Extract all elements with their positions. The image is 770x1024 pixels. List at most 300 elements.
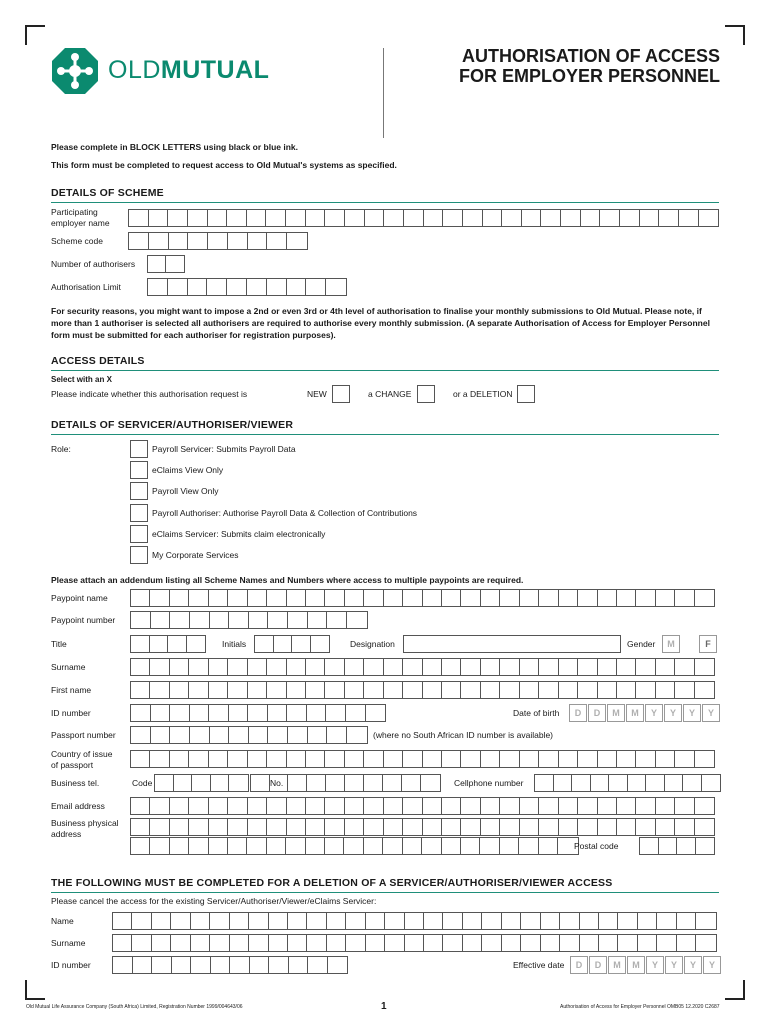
input-cell[interactable] <box>267 233 287 249</box>
input-cell[interactable] <box>598 819 617 835</box>
input-cell[interactable] <box>598 590 617 606</box>
input-cell[interactable] <box>188 279 208 295</box>
input-cell[interactable] <box>628 775 647 791</box>
input-cell[interactable] <box>695 819 714 835</box>
input-cell[interactable] <box>657 913 676 929</box>
date-cell[interactable]: D <box>589 956 607 974</box>
input-cell[interactable] <box>423 819 442 835</box>
input-cell[interactable] <box>656 590 675 606</box>
input-cell[interactable] <box>617 682 636 698</box>
input-cell[interactable] <box>502 210 522 226</box>
surname-field[interactable] <box>130 658 715 676</box>
input-cell[interactable] <box>169 233 189 249</box>
input-cell[interactable] <box>269 913 288 929</box>
input-cell[interactable] <box>461 798 480 814</box>
input-cell[interactable] <box>131 751 150 767</box>
input-cell[interactable] <box>617 590 636 606</box>
input-cell[interactable] <box>268 612 288 628</box>
input-cell[interactable] <box>696 935 715 951</box>
input-cell[interactable] <box>192 775 211 791</box>
input-cell[interactable] <box>384 751 403 767</box>
input-cell[interactable] <box>578 590 597 606</box>
input-cell[interactable] <box>211 775 230 791</box>
input-cell[interactable] <box>364 590 383 606</box>
input-cell[interactable] <box>535 775 554 791</box>
tel-number-field[interactable] <box>287 774 441 792</box>
input-cell[interactable] <box>229 705 249 721</box>
input-cell[interactable] <box>345 775 364 791</box>
input-cell[interactable] <box>266 210 286 226</box>
input-cell[interactable] <box>168 279 188 295</box>
input-cell[interactable] <box>442 798 461 814</box>
input-cell[interactable] <box>152 957 172 973</box>
input-cell[interactable] <box>346 705 366 721</box>
checkbox-change[interactable] <box>417 385 435 403</box>
input-cell[interactable] <box>267 838 286 854</box>
input-cell[interactable] <box>461 590 480 606</box>
input-cell[interactable] <box>131 612 151 628</box>
input-cell[interactable] <box>287 233 307 249</box>
input-cell[interactable] <box>287 705 307 721</box>
input-cell[interactable] <box>209 819 228 835</box>
input-cell[interactable] <box>248 798 267 814</box>
input-cell[interactable] <box>677 913 696 929</box>
input-cell[interactable] <box>189 838 208 854</box>
input-cell[interactable] <box>520 590 539 606</box>
input-cell[interactable] <box>481 590 500 606</box>
input-cell[interactable] <box>171 913 190 929</box>
input-cell[interactable] <box>131 659 150 675</box>
input-cell[interactable] <box>702 775 720 791</box>
input-cell[interactable] <box>131 819 150 835</box>
input-cell[interactable] <box>443 210 463 226</box>
date-cell[interactable]: Y <box>645 704 663 722</box>
input-cell[interactable] <box>151 612 171 628</box>
input-cell[interactable] <box>188 233 208 249</box>
input-cell[interactable] <box>520 682 539 698</box>
title-field[interactable] <box>130 635 206 653</box>
input-cell[interactable] <box>170 590 189 606</box>
input-cell[interactable] <box>150 798 169 814</box>
input-cell[interactable] <box>365 210 385 226</box>
date-cell[interactable]: Y <box>683 704 701 722</box>
input-cell[interactable] <box>364 751 383 767</box>
input-cell[interactable] <box>424 935 443 951</box>
input-cell[interactable] <box>131 705 151 721</box>
input-cell[interactable] <box>422 838 441 854</box>
authorisation-limit-field[interactable] <box>147 278 347 296</box>
input-cell[interactable] <box>227 210 247 226</box>
input-cell[interactable] <box>151 705 171 721</box>
input-cell[interactable] <box>423 659 442 675</box>
input-cell[interactable] <box>327 913 346 929</box>
input-cell[interactable] <box>189 819 208 835</box>
input-cell[interactable] <box>251 775 270 791</box>
date-cell[interactable]: D <box>588 704 606 722</box>
input-cell[interactable] <box>268 727 288 743</box>
input-cell[interactable] <box>267 682 286 698</box>
effective-date-field[interactable] <box>570 956 722 974</box>
input-cell[interactable] <box>306 590 325 606</box>
input-cell[interactable] <box>403 590 422 606</box>
input-cell[interactable] <box>170 838 189 854</box>
input-cell[interactable] <box>113 935 132 951</box>
input-cell[interactable] <box>188 210 208 226</box>
input-cell[interactable] <box>211 957 231 973</box>
input-cell[interactable] <box>463 913 482 929</box>
input-cell[interactable] <box>591 775 610 791</box>
input-cell[interactable] <box>461 751 480 767</box>
input-cell[interactable] <box>189 798 208 814</box>
input-cell[interactable] <box>209 705 229 721</box>
input-cell[interactable] <box>328 957 348 973</box>
input-cell[interactable] <box>286 838 305 854</box>
input-cell[interactable] <box>172 957 192 973</box>
input-cell[interactable] <box>675 682 694 698</box>
input-cell[interactable] <box>423 590 442 606</box>
input-cell[interactable] <box>675 819 694 835</box>
input-cell[interactable] <box>696 838 714 854</box>
input-cell[interactable] <box>578 659 597 675</box>
input-cell[interactable] <box>636 751 655 767</box>
input-cell[interactable] <box>539 838 558 854</box>
input-cell[interactable] <box>248 590 267 606</box>
input-cell[interactable] <box>129 210 149 226</box>
input-cell[interactable] <box>267 590 286 606</box>
input-cell[interactable] <box>149 210 169 226</box>
input-cell[interactable] <box>166 256 184 272</box>
input-cell[interactable] <box>403 682 422 698</box>
input-cell[interactable] <box>189 659 208 675</box>
input-cell[interactable] <box>675 659 694 675</box>
input-cell[interactable] <box>636 682 655 698</box>
input-cell[interactable] <box>209 798 228 814</box>
input-cell[interactable] <box>150 659 169 675</box>
input-cell[interactable] <box>572 775 591 791</box>
input-cell[interactable] <box>228 819 247 835</box>
designation-field[interactable] <box>403 635 621 653</box>
input-cell[interactable] <box>443 935 462 951</box>
input-cell[interactable] <box>345 659 364 675</box>
input-cell[interactable] <box>617 659 636 675</box>
input-cell[interactable] <box>403 819 422 835</box>
input-cell[interactable] <box>307 913 326 929</box>
input-cell[interactable] <box>383 775 402 791</box>
input-cell[interactable] <box>347 612 367 628</box>
input-cell[interactable] <box>250 957 270 973</box>
input-cell[interactable] <box>131 682 150 698</box>
input-cell[interactable] <box>287 819 306 835</box>
date-cell[interactable]: M <box>626 704 644 722</box>
input-cell[interactable] <box>187 636 205 652</box>
input-cell[interactable] <box>699 210 719 226</box>
input-cell[interactable] <box>228 682 247 698</box>
input-cell[interactable] <box>210 612 230 628</box>
input-cell[interactable] <box>148 256 166 272</box>
input-cell[interactable] <box>170 751 189 767</box>
input-cell[interactable] <box>695 590 714 606</box>
input-cell[interactable] <box>307 935 326 951</box>
input-cell[interactable] <box>306 798 325 814</box>
input-cell[interactable] <box>364 798 383 814</box>
checkbox-new[interactable] <box>332 385 350 403</box>
input-cell[interactable] <box>598 798 617 814</box>
input-cell[interactable] <box>646 775 665 791</box>
input-cell[interactable] <box>209 682 228 698</box>
gender-f-box[interactable]: F <box>699 635 717 653</box>
input-cell[interactable] <box>190 727 210 743</box>
input-cell[interactable] <box>150 819 169 835</box>
gender-m-box[interactable]: M <box>662 635 680 653</box>
input-cell[interactable] <box>421 775 440 791</box>
input-cell[interactable] <box>403 659 422 675</box>
input-cell[interactable] <box>229 775 248 791</box>
participating-employer-field[interactable] <box>128 209 719 227</box>
input-cell[interactable] <box>325 659 344 675</box>
input-cell[interactable] <box>306 838 325 854</box>
input-cell[interactable] <box>311 636 329 652</box>
input-cell[interactable] <box>129 233 149 249</box>
input-cell[interactable] <box>132 913 151 929</box>
checkbox-role-my-corporate-services[interactable] <box>130 546 148 564</box>
input-cell[interactable] <box>640 838 659 854</box>
checkbox-role-eclaims-servicer[interactable] <box>130 525 148 543</box>
input-cell[interactable] <box>345 590 364 606</box>
input-cell[interactable] <box>500 590 519 606</box>
physical-address-line-1[interactable] <box>130 818 715 836</box>
input-cell[interactable] <box>132 935 151 951</box>
input-cell[interactable] <box>230 913 249 929</box>
input-cell[interactable] <box>366 935 385 951</box>
input-cell[interactable] <box>618 935 637 951</box>
input-cell[interactable] <box>347 727 367 743</box>
id-number-field[interactable] <box>130 704 386 722</box>
input-cell[interactable] <box>287 590 306 606</box>
input-cell[interactable] <box>665 775 684 791</box>
input-cell[interactable] <box>325 798 344 814</box>
input-cell[interactable] <box>500 819 519 835</box>
input-cell[interactable] <box>560 913 579 929</box>
input-cell[interactable] <box>230 957 250 973</box>
tel-code-field[interactable] <box>154 774 249 792</box>
input-cell[interactable] <box>170 705 190 721</box>
input-cell[interactable] <box>423 682 442 698</box>
input-cell[interactable] <box>500 838 519 854</box>
input-cell[interactable] <box>346 913 365 929</box>
input-cell[interactable] <box>150 636 169 652</box>
scheme-code-field[interactable] <box>128 232 308 250</box>
input-cell[interactable] <box>463 210 483 226</box>
input-cell[interactable] <box>578 819 597 835</box>
input-cell[interactable] <box>617 819 636 835</box>
input-cell[interactable] <box>559 751 578 767</box>
input-cell[interactable] <box>404 210 424 226</box>
input-cell[interactable] <box>306 659 325 675</box>
input-cell[interactable] <box>683 775 702 791</box>
input-cell[interactable] <box>308 957 328 973</box>
input-cell[interactable] <box>170 612 190 628</box>
input-cell[interactable] <box>267 659 286 675</box>
input-cell[interactable] <box>325 210 345 226</box>
input-cell[interactable] <box>600 210 620 226</box>
input-cell[interactable] <box>560 935 579 951</box>
input-cell[interactable] <box>520 659 539 675</box>
input-cell[interactable] <box>520 751 539 767</box>
input-cell[interactable] <box>207 279 227 295</box>
paypoint-number-field[interactable] <box>130 611 368 629</box>
input-cell[interactable] <box>443 913 462 929</box>
input-cell[interactable] <box>580 935 599 951</box>
input-cell[interactable] <box>306 682 325 698</box>
input-cell[interactable] <box>405 935 424 951</box>
input-cell[interactable] <box>617 751 636 767</box>
input-cell[interactable] <box>598 659 617 675</box>
input-cell[interactable] <box>168 210 188 226</box>
input-cell[interactable] <box>656 798 675 814</box>
input-cell[interactable] <box>695 798 714 814</box>
passport-number-field[interactable] <box>130 726 368 744</box>
input-cell[interactable] <box>345 210 365 226</box>
input-cell[interactable] <box>306 819 325 835</box>
input-cell[interactable] <box>345 819 364 835</box>
input-cell[interactable] <box>384 798 403 814</box>
input-cell[interactable] <box>461 819 480 835</box>
checkbox-role-eclaims-view[interactable] <box>130 461 148 479</box>
input-cell[interactable] <box>541 913 560 929</box>
input-cell[interactable] <box>675 590 694 606</box>
input-cell[interactable] <box>500 659 519 675</box>
input-cell[interactable] <box>384 819 403 835</box>
deletion-surname-field[interactable] <box>112 934 717 952</box>
input-cell[interactable] <box>287 682 306 698</box>
input-cell[interactable] <box>695 659 714 675</box>
date-cell[interactable]: Y <box>702 704 720 722</box>
input-cell[interactable] <box>131 590 150 606</box>
input-cell[interactable] <box>113 957 133 973</box>
paypoint-name-field[interactable] <box>130 589 715 607</box>
input-cell[interactable] <box>559 590 578 606</box>
input-cell[interactable] <box>113 913 132 929</box>
date-cell[interactable]: Y <box>646 956 664 974</box>
input-cell[interactable] <box>636 590 655 606</box>
input-cell[interactable] <box>228 751 247 767</box>
input-cell[interactable] <box>210 913 229 929</box>
input-cell[interactable] <box>248 682 267 698</box>
input-cell[interactable] <box>403 798 422 814</box>
input-cell[interactable] <box>306 210 326 226</box>
first-name-field[interactable] <box>130 681 715 699</box>
input-cell[interactable] <box>675 751 694 767</box>
email-field[interactable] <box>130 797 715 815</box>
input-cell[interactable] <box>249 612 269 628</box>
input-cell[interactable] <box>288 612 308 628</box>
input-cell[interactable] <box>209 590 228 606</box>
postal-code-field[interactable] <box>639 837 715 855</box>
input-cell[interactable] <box>327 612 347 628</box>
input-cell[interactable] <box>208 233 228 249</box>
input-cell[interactable] <box>554 775 573 791</box>
input-cell[interactable] <box>170 682 189 698</box>
input-cell[interactable] <box>131 727 151 743</box>
input-cell[interactable] <box>500 751 519 767</box>
input-cell[interactable] <box>151 727 171 743</box>
input-cell[interactable] <box>423 798 442 814</box>
input-cell[interactable] <box>618 913 637 929</box>
input-cell[interactable] <box>617 798 636 814</box>
input-cell[interactable] <box>638 935 657 951</box>
date-cell[interactable]: Y <box>703 956 721 974</box>
input-cell[interactable] <box>287 659 306 675</box>
checkbox-role-payroll-view[interactable] <box>130 482 148 500</box>
input-cell[interactable] <box>638 913 657 929</box>
input-cell[interactable] <box>481 682 500 698</box>
cellphone-field[interactable] <box>534 774 721 792</box>
input-cell[interactable] <box>228 798 247 814</box>
input-cell[interactable] <box>131 636 150 652</box>
input-cell[interactable] <box>580 913 599 929</box>
input-cell[interactable] <box>520 798 539 814</box>
input-cell[interactable] <box>247 838 266 854</box>
input-cell[interactable] <box>366 705 386 721</box>
input-cell[interactable] <box>228 233 248 249</box>
input-cell[interactable] <box>227 279 247 295</box>
input-cell[interactable] <box>480 838 499 854</box>
input-cell[interactable] <box>168 636 187 652</box>
input-cell[interactable] <box>170 819 189 835</box>
input-cell[interactable] <box>578 798 597 814</box>
input-cell[interactable] <box>520 819 539 835</box>
input-cell[interactable] <box>656 819 675 835</box>
input-cell[interactable] <box>326 705 346 721</box>
input-cell[interactable] <box>578 682 597 698</box>
input-cell[interactable] <box>247 210 267 226</box>
input-cell[interactable] <box>463 935 482 951</box>
input-cell[interactable] <box>522 210 542 226</box>
input-cell[interactable] <box>581 210 601 226</box>
input-cell[interactable] <box>659 210 679 226</box>
input-cell[interactable] <box>539 590 558 606</box>
input-cell[interactable] <box>364 659 383 675</box>
input-cell[interactable] <box>442 659 461 675</box>
input-cell[interactable] <box>209 751 228 767</box>
input-cell[interactable] <box>620 210 640 226</box>
input-cell[interactable] <box>155 775 174 791</box>
input-cell[interactable] <box>481 819 500 835</box>
input-cell[interactable] <box>598 751 617 767</box>
input-cell[interactable] <box>344 838 363 854</box>
date-of-birth-field[interactable] <box>569 704 721 722</box>
input-cell[interactable] <box>640 210 660 226</box>
input-cell[interactable] <box>150 838 169 854</box>
input-cell[interactable] <box>208 210 228 226</box>
input-cell[interactable] <box>248 705 268 721</box>
input-cell[interactable] <box>384 590 403 606</box>
input-cell[interactable] <box>598 682 617 698</box>
input-cell[interactable] <box>288 913 307 929</box>
input-cell[interactable] <box>327 935 346 951</box>
input-cell[interactable] <box>442 838 461 854</box>
input-cell[interactable] <box>170 798 189 814</box>
input-cell[interactable] <box>599 935 618 951</box>
input-cell[interactable] <box>424 913 443 929</box>
input-cell[interactable] <box>541 210 561 226</box>
input-cell[interactable] <box>502 913 521 929</box>
input-cell[interactable] <box>659 838 678 854</box>
input-cell[interactable] <box>267 751 286 767</box>
input-cell[interactable] <box>483 210 503 226</box>
input-cell[interactable] <box>405 913 424 929</box>
input-cell[interactable] <box>539 819 558 835</box>
